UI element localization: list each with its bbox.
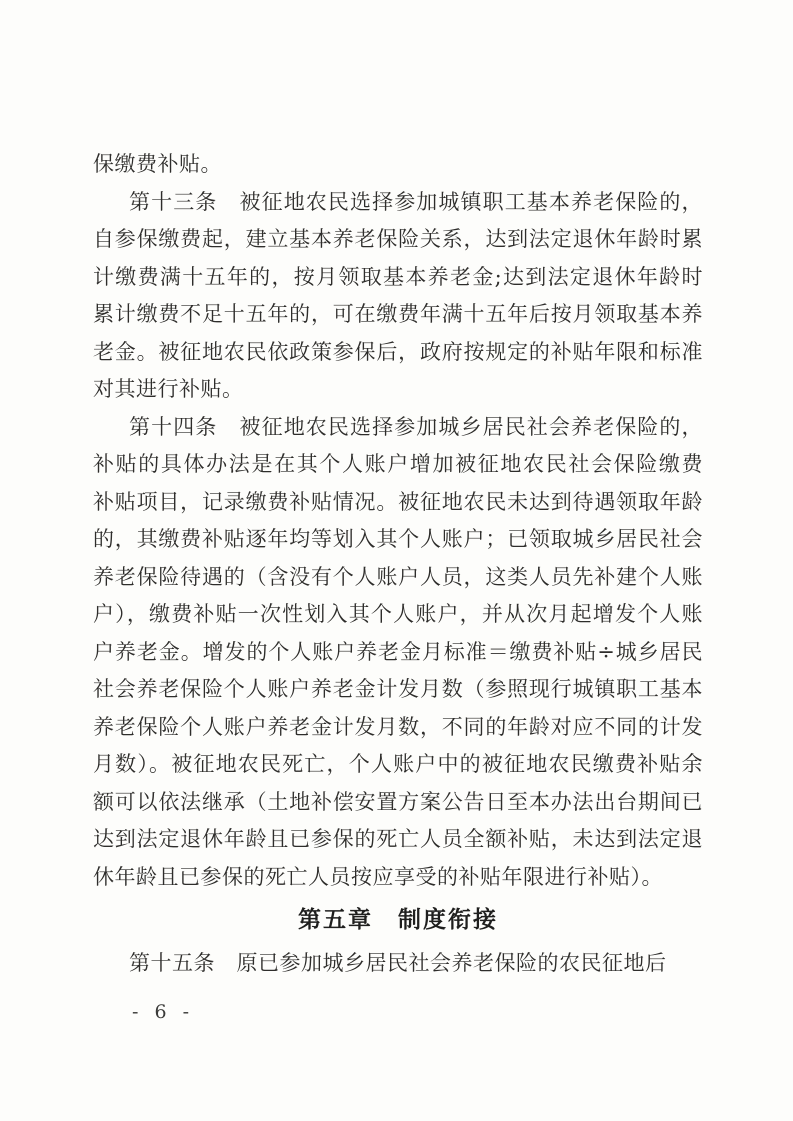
text-line: 达到法定退休年龄且已参保的死亡人员全额补贴，未达到法定退	[93, 827, 703, 851]
text-line: 休年龄且已参保的死亡人员按应享受的补贴年限进行补贴）。	[93, 864, 663, 889]
text-line: 补贴项目，记录缴费补贴情况。被征地农民未达到待遇领取年龄	[93, 489, 703, 514]
text-line: 的，其缴费补贴逐年均等划入其个人账户；已领取城乡居民社会	[93, 527, 703, 551]
text-line: 户养老金。增发的个人账户养老金月标准＝缴费补贴÷城乡居民	[93, 639, 703, 664]
text-line: 月数）。被征地农民死亡，个人账户中的被征地农民缴费补贴余	[93, 752, 703, 776]
text-line: 养老保险待遇的（含没有个人账户人员，这类人员先补建个人账	[93, 564, 703, 589]
text-line: 额可以依法继承（土地补偿安置方案公告日至本办法出台期间已	[93, 789, 703, 814]
text-line: 第十五条 原已参加城乡居民社会养老保险的农民征地后	[129, 950, 667, 975]
text-line: 自参保缴费起，建立基本养老保险关系，达到法定退休年龄时累	[93, 227, 703, 251]
chapter-heading: 第五章 制度衔接	[298, 907, 498, 933]
text-line: 保缴费补贴。	[93, 152, 222, 176]
text-line: 累计缴费不足十五年的，可在缴费年满十五年后按月领取基本养	[93, 302, 703, 326]
text-line: 对其进行补贴。	[93, 377, 244, 401]
text-line: 社会养老保险个人账户养老金计发月数（参照现行城镇职工基本	[93, 677, 703, 701]
text-line: 养老保险个人账户养老金计发月数，不同的年龄对应不同的计发	[93, 714, 703, 739]
text-line: 户），缴费补贴一次性划入其个人账户，并从次月起增发个人账	[93, 602, 703, 626]
text-line: 计缴费满十五年的，按月领取基本养老金;达到法定退休年龄时	[93, 264, 703, 289]
text-line: 老金。被征地农民依政策参保后，政府按规定的补贴年限和标准	[93, 339, 703, 364]
document-body	[93, 146, 703, 982]
text-line: 第十四条 被征地农民选择参加城乡居民社会养老保险的，	[129, 414, 703, 439]
page-number: - 6 -	[132, 1001, 195, 1023]
text-line: 补贴的具体办法是在其个人账户增加被征地农民社会保险缴费	[93, 452, 703, 476]
text-line: 第十三条 被征地农民选择参加城镇职工基本养老保险的，	[129, 189, 703, 214]
